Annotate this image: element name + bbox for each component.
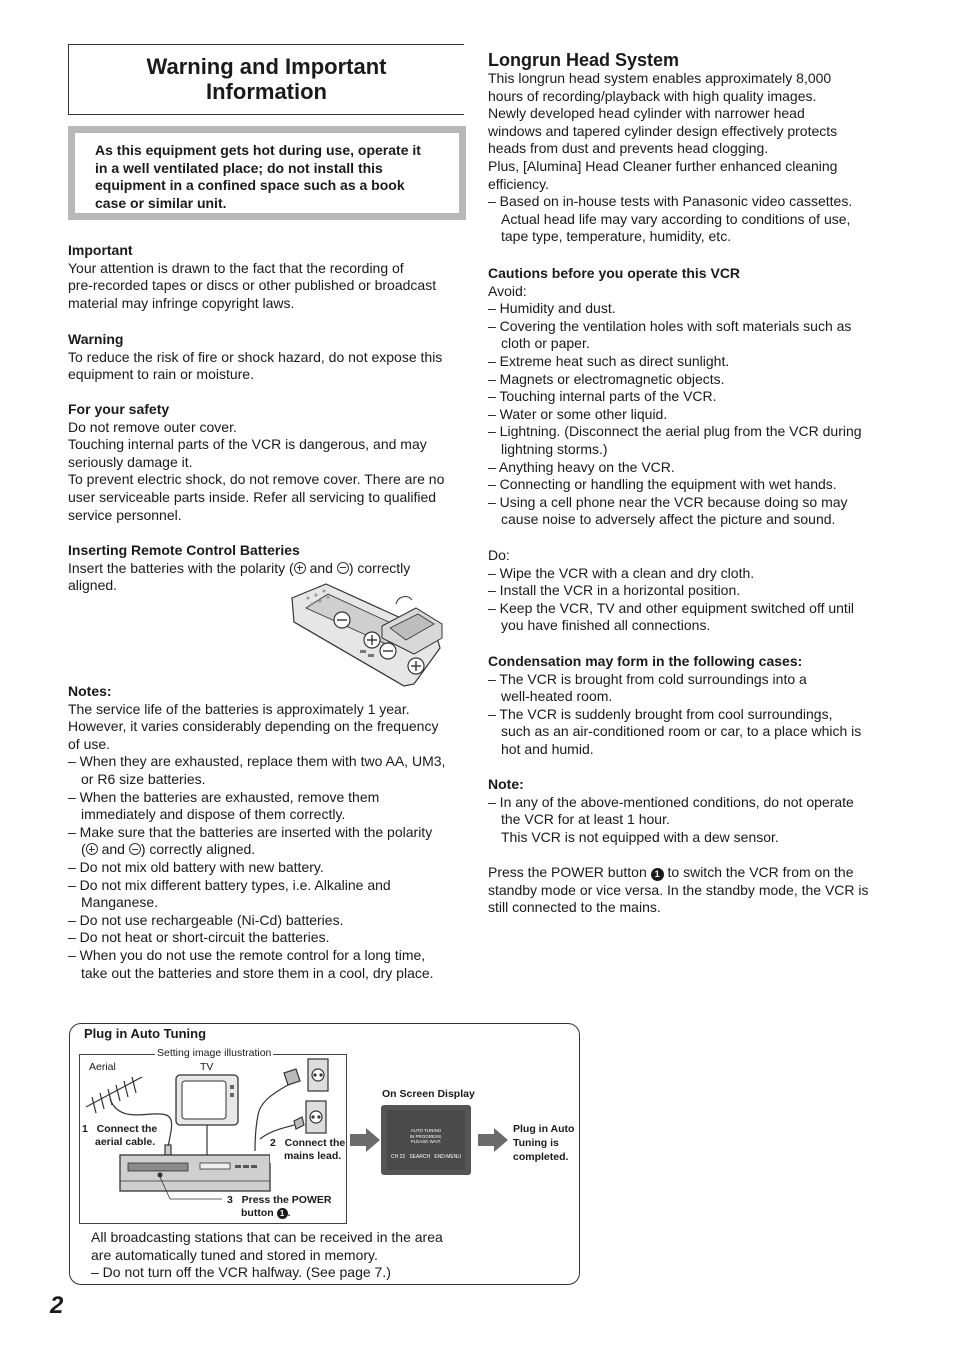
osd-screen	[387, 1110, 465, 1170]
warning-section	[68, 331, 466, 384]
arrow-right-icon	[350, 1128, 380, 1152]
power-button-badge-icon: 1	[277, 1208, 288, 1219]
important-section	[68, 242, 466, 312]
longrun-note	[488, 193, 888, 246]
dew-note-text: the VCR for at least 1 hour.	[501, 811, 670, 828]
completed-line: completed.	[513, 1151, 569, 1163]
polarity-pre: (	[81, 841, 86, 858]
do-item: – Wipe the VCR with a clean and dry cloth.	[488, 564, 755, 581]
osd-end: END:MENU	[434, 1154, 461, 1160]
notes-item-text: – Do not mix different battery types, i.e. Alkaline and	[68, 876, 391, 893]
longrun-note-text: Actual head life may vary according to conditions of use,	[501, 210, 851, 227]
step-3-text: Press the POWER	[241, 1194, 332, 1206]
avoid-item: – Water or some other liquid.	[488, 405, 668, 422]
footer-line: are automatically tuned and stored in memory.	[91, 1246, 378, 1263]
step-1-text: aerial cable.	[95, 1136, 156, 1148]
batteries-and: and	[309, 559, 333, 576]
notes-item-text: – When the batteries are exhausted, remove them	[68, 788, 380, 805]
auto-tuning-footer	[91, 1229, 561, 1282]
step-1-num: 1	[82, 1123, 88, 1135]
safety-line: Do not remove outer cover.	[68, 418, 237, 435]
notes-item-text: – When they are exhausted, replace them with two AA, UM3,	[68, 753, 446, 770]
step-1-text: Connect the	[96, 1123, 158, 1135]
osd-message-line: PLEASE WAIT.	[410, 1139, 442, 1144]
footer-line: – Do not turn off the VCR halfway. (See page 7.)	[91, 1264, 391, 1281]
condensation-item-text: – The VCR is brought from cold surroundings into a	[488, 670, 807, 687]
do-item-text: you have finished all connections.	[501, 617, 711, 634]
minus-polarity-icon	[129, 843, 141, 855]
notes-item-text: or R6 size batteries.	[81, 770, 206, 787]
condensation-item	[488, 706, 888, 759]
batteries-pre: Insert the batteries with the polarity (	[68, 559, 294, 576]
longrun-line: Newly developed head cylinder with narrower head	[488, 105, 805, 122]
batteries-line-2: aligned.	[68, 577, 118, 594]
longrun-line: efficiency.	[488, 175, 549, 192]
longrun-line: hours of recording/playback with high quality images.	[488, 87, 817, 104]
do-item	[488, 600, 888, 635]
important-line: Your attention is drawn to the fact that the recording of	[68, 259, 404, 276]
osd-channel: CH 22	[391, 1154, 406, 1160]
condensation-item-text: hot and humid.	[501, 740, 594, 757]
safety-line: seriously damage it.	[68, 453, 193, 470]
do-label: Do:	[488, 547, 510, 563]
polarity-post: ) correctly aligned.	[140, 841, 256, 858]
avoid-item-text: – Covering the ventilation holes with soft materials such as	[488, 317, 852, 334]
dew-note-text: – In any of the above-mentioned conditions, do not operate	[488, 793, 854, 810]
on-screen-display	[381, 1105, 471, 1175]
setting-illustration-label: Setting image illustration	[157, 1047, 272, 1059]
notes-item	[68, 824, 466, 859]
warning-line: equipment to rain or moisture.	[68, 366, 254, 383]
footer-line: All broadcasting stations that can be received in the area	[91, 1229, 443, 1245]
dew-note-heading: Note:	[488, 776, 524, 792]
power-line: standby mode or vice versa. In the standby mode, the VCR is	[488, 881, 869, 898]
do-item: – Install the VCR in a horizontal position.	[488, 582, 741, 599]
notes-item-text: take out the batteries and store them in a cool, dry place.	[81, 964, 434, 981]
title-box	[68, 44, 464, 115]
dew-note-text: This VCR is not equipped with a dew sensor.	[501, 828, 779, 845]
important-heading: Important	[68, 242, 133, 258]
avoid-item: – Extreme heat such as direct sunlight.	[488, 352, 730, 369]
tv-label: TV	[200, 1061, 214, 1073]
heat-warning-line: As this equipment gets hot during use, operate it	[95, 142, 421, 158]
avoid-item-text: cloth or paper.	[501, 335, 590, 352]
page-title	[69, 45, 464, 104]
avoid-label: Avoid:	[488, 282, 527, 299]
condensation-item-text: well-heated room.	[501, 688, 613, 705]
safety-line: To prevent electric shock, do not remove cover. There are no	[68, 471, 445, 488]
notes-item-text: – When you do not use the remote control for a long time,	[68, 946, 426, 963]
warning-heading: Warning	[68, 331, 124, 347]
longrun-note-text: tape type, temperature, humidity, etc.	[501, 228, 732, 245]
step-2-text: Connect the	[284, 1137, 346, 1149]
batteries-post: ) correctly	[348, 559, 411, 576]
longrun-section	[488, 50, 888, 246]
tv-icon	[176, 1075, 238, 1155]
step-3: 3 Press the POWER button 1 .	[227, 1194, 332, 1219]
osd-status	[391, 1154, 461, 1160]
title-line-2: Information	[206, 79, 327, 104]
heat-warning-text	[75, 133, 459, 213]
wall-socket-icon	[306, 1059, 328, 1133]
heat-warning-line: equipment in a confined space such as a book	[95, 177, 405, 194]
completed-line: Tuning is	[513, 1137, 559, 1149]
power-post: to switch the VCR from on the	[667, 864, 854, 880]
batteries-heading: Inserting Remote Control Batteries	[68, 542, 300, 558]
osd-message-line: IN PROGRESS.	[409, 1133, 443, 1139]
step-2-text: mains lead.	[284, 1150, 342, 1162]
power-line	[488, 864, 888, 882]
notes-item: – Do not use rechargeable (Ni-Cd) batteries.	[68, 911, 344, 928]
avoid-item	[488, 423, 888, 458]
safety-line: Touching internal parts of the VCR is dangerous, and may	[68, 436, 427, 453]
step-3-text: button	[241, 1207, 274, 1219]
title-line-1: Warning and Important	[146, 54, 387, 79]
dew-note-section	[488, 776, 888, 846]
condensation-item-text: such as an air-conditioned room or car, to a place which is	[501, 723, 862, 740]
notes-item-text: – Make sure that the batteries are inserted with the polarity	[68, 823, 433, 840]
aerial-label: Aerial	[89, 1061, 116, 1073]
important-line: pre-recorded tapes or discs or other published or broadcast	[68, 277, 437, 294]
vcr-icon	[120, 1155, 270, 1191]
dew-note-item	[488, 794, 888, 847]
power-section	[488, 864, 888, 917]
osd-search: SEARCH	[409, 1154, 431, 1160]
notes-item	[68, 877, 466, 912]
arrow-right-icon	[478, 1128, 508, 1152]
avoid-item	[488, 494, 888, 529]
avoid-item	[488, 318, 888, 353]
avoid-item: – Anything heavy on the VCR.	[488, 458, 675, 475]
safety-heading: For your safety	[68, 401, 170, 417]
avoid-item-text: cause noise to adversely affect the picture and sound.	[501, 511, 836, 528]
remote-control-illustration	[286, 578, 446, 690]
important-line: material may infringe copyright laws.	[68, 294, 295, 311]
power-line: still connected to the mains.	[488, 899, 661, 916]
longrun-line: Plus, [Alumina] Head Cleaner further enhanced cleaning	[488, 157, 838, 174]
avoid-item: – Connecting or handling the equipment with wet hands.	[488, 476, 837, 493]
longrun-note-text: – Based on in-house tests with Panasonic video cassettes.	[488, 193, 853, 210]
condensation-section	[488, 653, 888, 759]
power-pre: Press the POWER button	[488, 864, 647, 880]
notes-item: – Do not heat or short-circuit the batteries.	[68, 929, 330, 946]
avoid-item: – Magnets or electromagnetic objects.	[488, 370, 725, 387]
notes-item: – Do not mix old battery with new battery.	[68, 858, 324, 875]
auto-tuning-completed	[513, 1122, 574, 1164]
notes-intro-line: The service life of the batteries is approximately 1 year.	[68, 700, 410, 717]
plus-polarity-icon	[86, 843, 98, 855]
osd-message	[387, 1128, 465, 1145]
longrun-heading: Longrun Head System	[488, 50, 680, 70]
avoid-item-text: – Lightning. (Disconnect the aerial plug from the VCR during	[488, 423, 862, 440]
heat-warning-box	[68, 126, 466, 220]
notes-item	[68, 753, 466, 788]
page-number: 2	[50, 1292, 64, 1319]
notes-item-text: immediately and dispose of them correctly.	[81, 806, 346, 823]
notes-intro-line: However, it varies considerably depending on the frequency	[68, 718, 439, 735]
safety-section	[68, 401, 466, 524]
warning-line: To reduce the risk of fire or shock hazard, do not expose this	[68, 348, 443, 365]
avoid-item: – Touching internal parts of the VCR.	[488, 388, 717, 405]
longrun-line: windows and tapered cylinder design effectively protects	[488, 122, 838, 139]
safety-line: service personnel.	[68, 506, 182, 523]
heat-warning-line: case or similar unit.	[95, 194, 227, 211]
heat-warning-line: in a well ventilated place; do not install this	[95, 159, 383, 176]
longrun-line: This longrun head system enables approximately 8,000	[488, 70, 832, 86]
condensation-item-text: – The VCR is suddenly brought from cool surroundings,	[488, 705, 833, 722]
do-section	[488, 547, 888, 635]
cautions-section	[488, 265, 888, 529]
notes-item	[68, 947, 466, 982]
notes-item	[68, 789, 466, 824]
avoid-item-text: lightning storms.)	[501, 440, 608, 457]
notes-item-text: Manganese.	[81, 894, 159, 911]
avoid-item: – Humidity and dust.	[488, 300, 616, 317]
condensation-item	[488, 671, 888, 706]
step-2	[270, 1137, 345, 1163]
notes-section	[68, 683, 466, 982]
step-2-num: 2	[270, 1137, 276, 1149]
minus-polarity-icon	[337, 562, 349, 574]
osd-label: On Screen Display	[382, 1088, 475, 1100]
completed-line: Plug in Auto	[513, 1123, 575, 1135]
condensation-heading: Condensation may form in the following cases:	[488, 653, 803, 669]
cautions-heading: Cautions before you operate this VCR	[488, 265, 741, 281]
batteries-line	[68, 560, 466, 578]
power-button-badge-icon: 1	[651, 868, 664, 881]
step-3-num: 3	[227, 1194, 233, 1206]
longrun-line: heads from dust and prevents head clogging.	[488, 140, 769, 157]
step-1	[82, 1123, 157, 1149]
notes-intro-line: of use.	[68, 735, 111, 752]
osd-message-line: AUTO TUNING	[410, 1128, 442, 1133]
do-item-text: – Keep the VCR, TV and other equipment switched off until	[488, 599, 855, 616]
avoid-item-text: – Using a cell phone near the VCR because doing so may	[488, 493, 848, 510]
notes-heading: Notes:	[68, 683, 112, 699]
polarity-and: and	[101, 841, 125, 858]
plus-polarity-icon	[294, 562, 306, 574]
auto-tuning-heading: Plug in Auto Tuning	[84, 1026, 207, 1041]
safety-line: user serviceable parts inside. Refer all servicing to qualified	[68, 488, 437, 505]
